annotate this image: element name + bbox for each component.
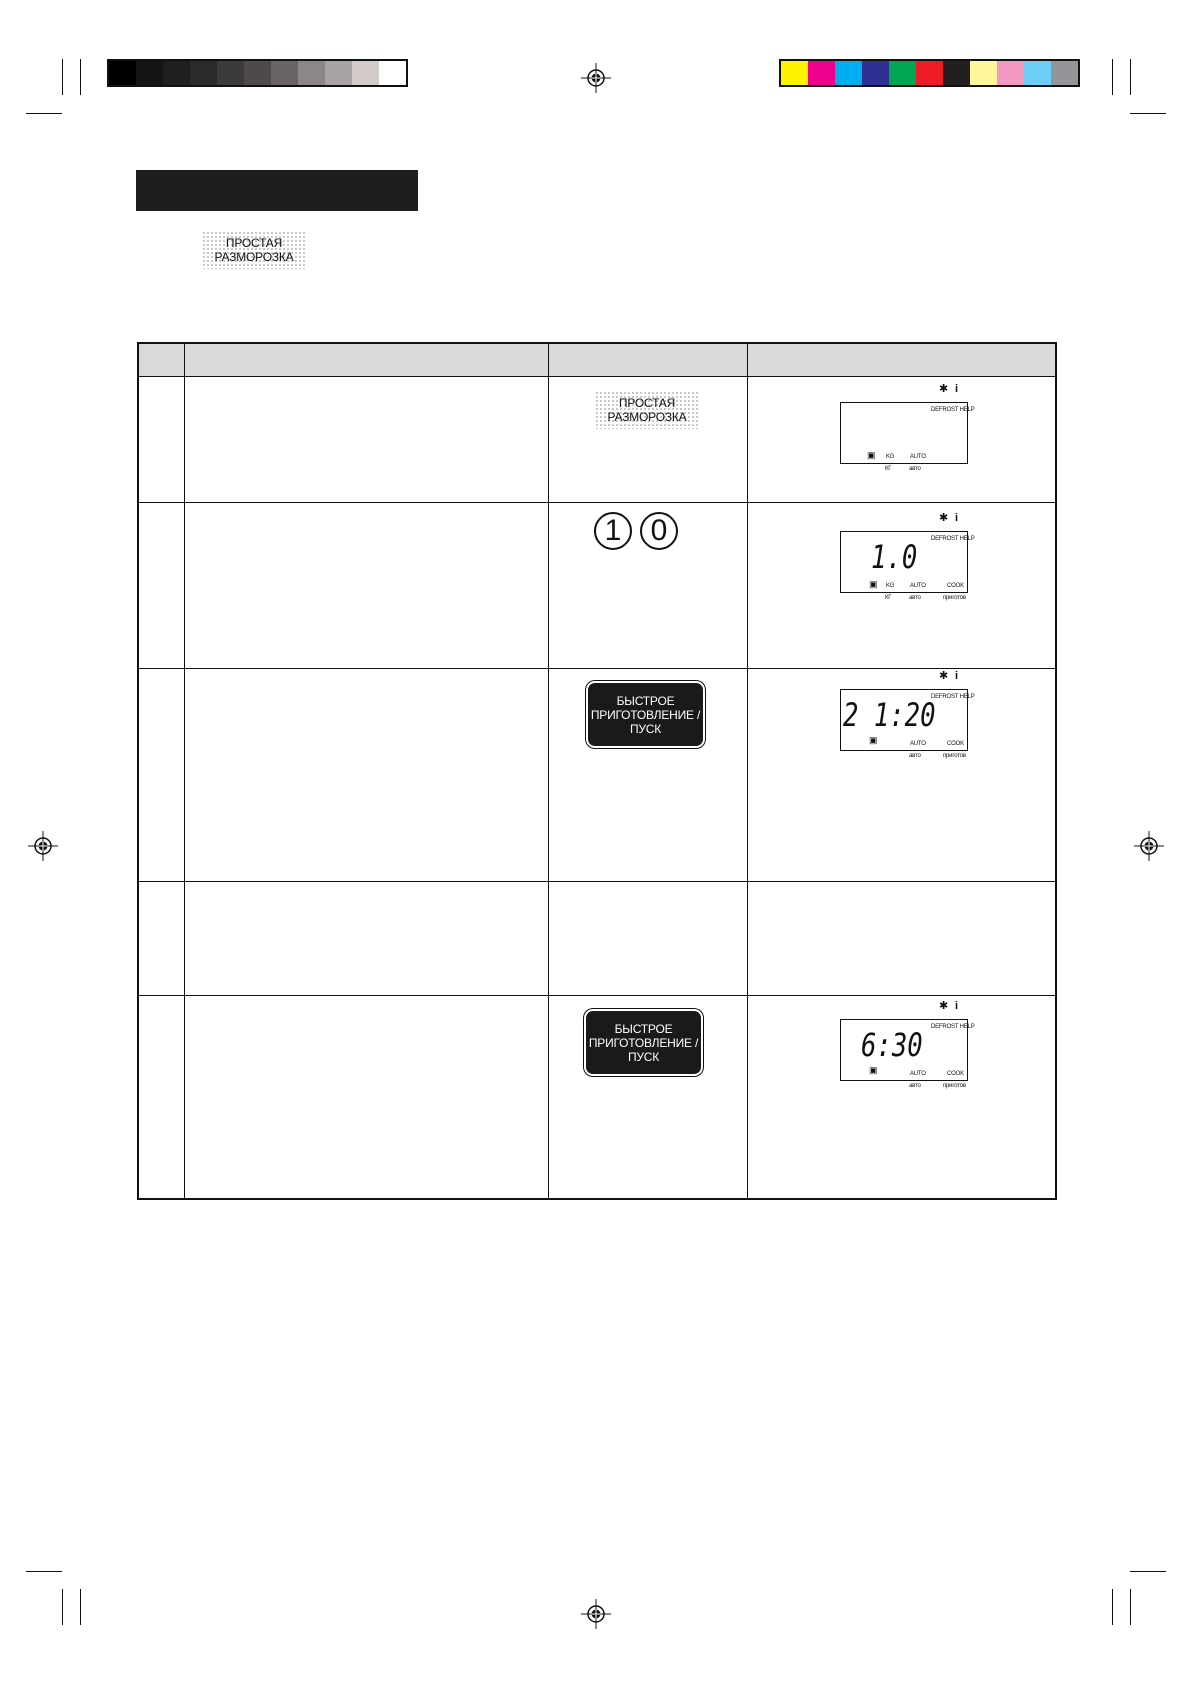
easy-defrost-key-legend: ПРОСТАЯ РАЗМОРОЗКА xyxy=(202,231,306,269)
quick-cook-start-button[interactable]: БЫСТРОЕ ПРИГОТОВЛЕНИЕ / ПУСК xyxy=(586,1011,701,1074)
lcd-screen: DEFROST HELP ▣ KG AUTO xyxy=(840,402,968,464)
registration-mark-bottom-icon xyxy=(581,1599,611,1629)
easy-defrost-button[interactable]: ПРОСТАЯ РАЗМОРОЗКА xyxy=(595,391,699,429)
defrost-star-icon: ✱ xyxy=(939,1000,949,1012)
crop-mark xyxy=(1130,59,1131,95)
defrost-star-icon: ✱ xyxy=(939,670,949,682)
lcd-digits: 6:30 xyxy=(861,1026,923,1064)
info-icon: i xyxy=(955,512,959,524)
info-icon: i xyxy=(955,383,959,395)
weight-icon: ▣ xyxy=(869,1065,878,1075)
registration-mark-left-icon xyxy=(28,831,58,861)
table-header-row xyxy=(139,344,1055,377)
crop-mark xyxy=(80,1589,81,1625)
crop-mark xyxy=(1112,59,1113,95)
crop-mark xyxy=(1130,1589,1131,1625)
grayscale-calibration-strip xyxy=(107,59,408,87)
lcd-screen: DEFROST HELP 1.0 ▣ KG AUTO COOK xyxy=(840,531,968,593)
color-calibration-strip xyxy=(779,59,1080,87)
crop-mark xyxy=(62,59,63,95)
weight-icon: ▣ xyxy=(867,450,876,460)
lcd-display: ✱ i DEFROST HELP 2 1:20 ▣ AUTO COOK авто приготов xyxy=(840,671,985,761)
crop-mark xyxy=(26,1571,62,1572)
crop-mark xyxy=(1130,113,1166,114)
digit-1-button[interactable]: 1 xyxy=(594,512,632,550)
section-title-bar xyxy=(136,170,418,211)
crop-mark xyxy=(62,1589,63,1625)
lcd-display: ✱ i DEFROST HELP 1.0 ▣ KG AUTO COOK КГ авто приготов xyxy=(840,513,985,603)
crop-mark xyxy=(80,59,81,95)
weight-icon: ▣ xyxy=(869,735,878,745)
registration-mark-top-icon xyxy=(581,63,611,93)
instruction-table xyxy=(137,342,1057,1200)
info-icon: i xyxy=(955,670,959,682)
lcd-digits: 2 1:20 xyxy=(843,696,936,734)
crop-mark xyxy=(1130,1571,1166,1572)
lcd-display: ✱ i DEFROST HELP 6:30 ▣ AUTO COOK авто приготов xyxy=(840,1001,985,1091)
lcd-screen: DEFROST HELP 6:30 ▣ AUTO COOK xyxy=(840,1019,968,1081)
defrost-star-icon: ✱ xyxy=(939,383,949,395)
info-icon: i xyxy=(955,1000,959,1012)
lcd-screen: DEFROST HELP 2 1:20 ▣ AUTO COOK xyxy=(840,689,968,751)
lcd-display: ✱ i DEFROST HELP ▣ KG AUTO КГ авто xyxy=(840,384,985,474)
weight-icon: ▣ xyxy=(869,579,878,589)
quick-cook-start-button[interactable]: БЫСТРОЕ ПРИГОТОВЛЕНИЕ / ПУСК xyxy=(588,683,703,746)
registration-mark-right-icon xyxy=(1134,831,1164,861)
digit-0-button[interactable]: 0 xyxy=(640,512,678,550)
lcd-digits: 1.0 xyxy=(871,538,918,576)
defrost-star-icon: ✱ xyxy=(939,512,949,524)
crop-mark xyxy=(26,113,62,114)
crop-mark xyxy=(1112,1589,1113,1625)
